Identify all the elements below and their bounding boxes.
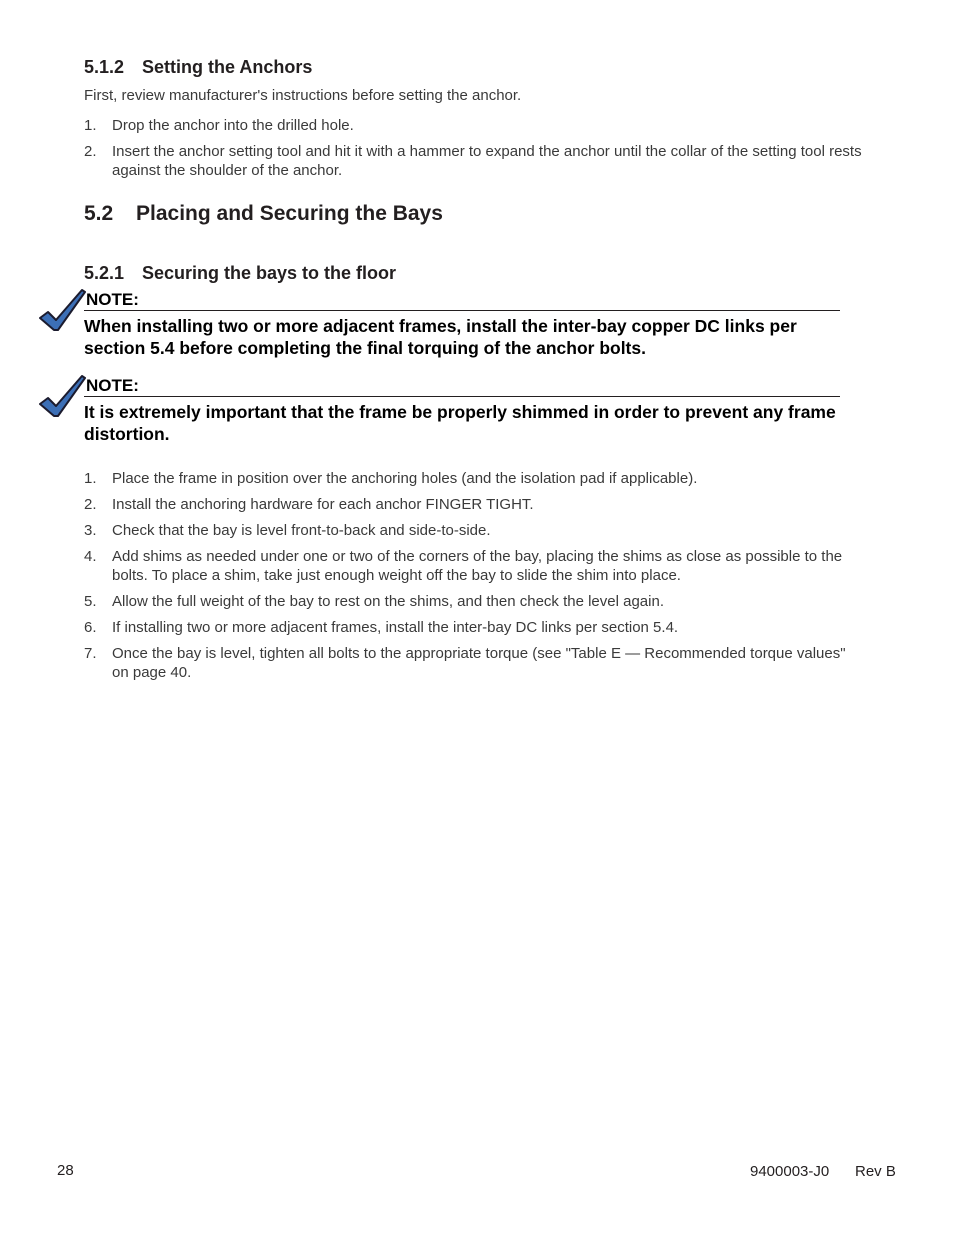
intro-text: First, review manufacturer's instructions before setting the anchor.: [84, 87, 522, 104]
section-5-1-2-heading: [84, 57, 312, 78]
list-item: 2. Insert the anchor setting tool and hit it with a hammer to expand the anchor until the collar of the setting tool rests against the shoulder of the anchor.: [84, 143, 862, 179]
anchor-steps-list: [84, 116, 864, 180]
section-number: 5.1.2: [84, 57, 125, 77]
section-title: Placing and Securing the Bays: [136, 202, 443, 225]
note-label: NOTE:: [86, 290, 139, 309]
note-divider: [84, 310, 840, 311]
checkmark-icon: [38, 288, 86, 332]
page-number: 28: [57, 1162, 74, 1179]
bay-steps-list: [84, 469, 864, 682]
list-item: 1. Drop the anchor into the drilled hole.: [84, 117, 354, 134]
list-item: 1. Place the frame in position over the anchoring holes (and the isolation pad if applicable).: [84, 470, 698, 487]
section-5-2-1-heading: [84, 263, 396, 284]
note-label: NOTE:: [86, 376, 139, 395]
list-item: 6. If installing two or more adjacent frames, install the inter-bay DC links per section 5.4.: [84, 619, 679, 636]
document-id: 9400003-J0: [750, 1163, 830, 1180]
checkmark-icon: [38, 374, 86, 418]
section-number: 5.2: [84, 202, 114, 225]
section-title: Securing the bays to the floor: [142, 263, 397, 283]
list-item: 2. Install the anchoring hardware for each anchor FINGER TIGHT.: [84, 496, 534, 513]
list-item: 3. Check that the bay is level front-to-back and side-to-side.: [84, 522, 491, 539]
list-item: 7. Once the bay is level, tighten all bolts to the appropriate torque (see "Table E — Recommended torque values" on page 40.: [84, 645, 846, 681]
note-divider: [84, 396, 840, 397]
section-title: Setting the Anchors: [142, 57, 313, 77]
list-item: 5. Allow the full weight of the bay to rest on the shims, and then check the level again.: [84, 593, 664, 610]
revision-label: Rev B: [855, 1163, 896, 1180]
list-item: 4. Add shims as needed under one or two of the corners of the bay, placing the shims as close as possible to the bolts. To place a shim, take just enough weight off the bay to slide the shim into place.: [84, 548, 843, 584]
section-5-2-heading: [84, 202, 443, 226]
section-number: 5.2.1: [84, 263, 125, 283]
note-text: When installing two or more adjacent frames, install the inter-bay copper DC links per section 5.4 before completing the final torquing of the anchor bolts.: [84, 316, 797, 358]
note-text: It is extremely important that the frame be properly shimmed in order to prevent any frame distortion.: [84, 402, 836, 444]
